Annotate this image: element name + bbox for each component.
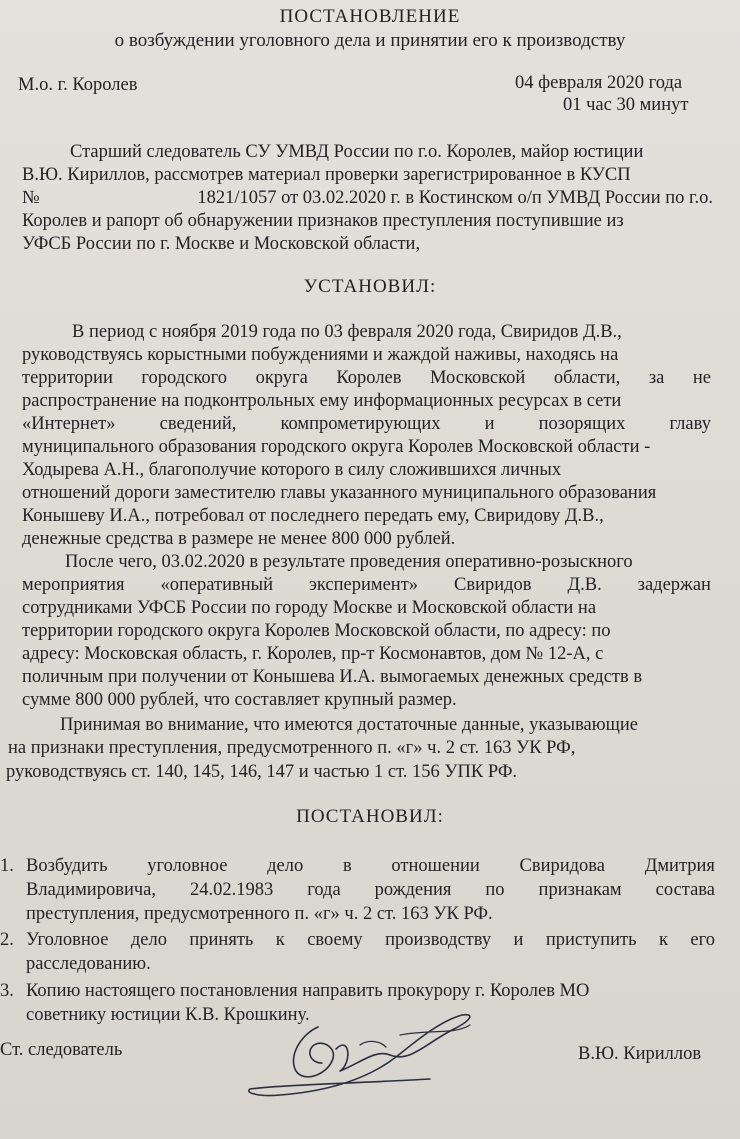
word: 1821/1057 от 03.02.2020 г. в Костинском о/п УМВД России по г.о. [197, 188, 713, 208]
text-line: Королев и рапорт об обнаружении признаков преступления поступившие из [22, 211, 624, 231]
word: к [658, 930, 668, 950]
text-line: преступления, предусмотренного п. «г» ч. 2 ст. 163 УК РФ. [26, 904, 493, 924]
word: Возбудить [26, 856, 108, 876]
word: уголовное [147, 856, 228, 876]
text-line: денежные средства в размере не менее 800 000 рублей. [22, 529, 456, 549]
word: эксперимент» [308, 575, 419, 595]
word: его [690, 930, 715, 950]
text-line: на признаки преступления, предусмотренного п. «г» ч. 2 ст. 163 УК РФ, [8, 738, 576, 758]
word: Московской [430, 368, 526, 388]
text-line: Конышеву И.А., потребовал от последнего передать ему, Свиридову Д.В., [22, 506, 604, 526]
document-subtitle: о возбуждении уголовного дела и принятии его к производству [114, 30, 626, 51]
text-line: руководствуясь корыстными побуждениями и жаждой наживы, находясь на [22, 345, 619, 365]
word: 24.02.1983 [189, 880, 274, 900]
section-heading-established: УСТАНОВИЛ: [303, 276, 437, 297]
word: своему [307, 930, 363, 950]
text-line: УФСБ России по г. Москве и Московской области, [22, 234, 421, 254]
word: «Интернет» [22, 414, 116, 434]
text-line: После чего, 03.02.2020 в результате проведения оперативно-розыскного [65, 552, 633, 572]
word: по [485, 880, 505, 900]
text-line: руководствуясь ст. 140, 145, 146, 147 и частью 1 ст. 156 УПК РФ. [6, 762, 518, 782]
text-line: поличным при получении от Конышева И.А. вымогаемых денежных средств в [22, 667, 643, 687]
text-line: отношений дороги заместителю главы указанного муниципального образования [22, 483, 657, 503]
text-line: советнику юстиции К.В. Крошкину. [26, 1005, 310, 1025]
text-line: сумме 800 000 рублей, что составляет крупный размер. [22, 690, 457, 710]
word: не [692, 368, 711, 388]
word: рождения [374, 880, 452, 900]
word: приступить [545, 930, 637, 950]
time: 01 час 30 минут [563, 95, 689, 115]
word: позорящих [538, 414, 626, 434]
word: главу [669, 414, 711, 434]
section-heading-resolved: ПОСТАНОВИЛ: [296, 806, 444, 827]
word: года [307, 880, 341, 900]
word: компрометирующих [280, 414, 441, 434]
word: и [513, 930, 524, 950]
text-line [26, 929, 715, 951]
text-line [22, 413, 711, 435]
word: Д.В. [567, 575, 602, 595]
text-line [22, 574, 711, 596]
text-line: Принимая во внимание, что имеются достаточные данные, указывающие [60, 715, 638, 735]
text-line [22, 367, 711, 389]
date: 04 февраля 2020 года [515, 73, 683, 93]
resolution-number: 2. [0, 930, 14, 950]
word: дело [267, 856, 304, 876]
text-line: Старший следователь СУ УМВД России по г.о. Королев, майор юстиции [70, 142, 644, 162]
word: состава [655, 880, 715, 900]
word: принять [189, 930, 254, 950]
text-line: Копию настоящего постановления направить прокурору г. Королев МО [26, 981, 590, 1001]
text-line: распространение на подконтрольных ему информационных ресурсах в сети [22, 391, 622, 411]
word: сведений, [159, 414, 237, 434]
text-line: расследованию. [26, 954, 151, 974]
word: мероприятия [22, 575, 125, 595]
signer-name: В.Ю. Кириллов [578, 1044, 702, 1064]
resolution-number: 1. [0, 856, 14, 876]
word: Свиридов [454, 575, 532, 595]
text-line: территории городского округа Королев Московской области, по адресу: по [22, 621, 611, 641]
word: городского [141, 368, 228, 388]
resolution-number: 3. [0, 981, 14, 1001]
word: к [275, 930, 285, 950]
place: М.о. г. Королев [18, 75, 138, 95]
word: Дмитрия [644, 856, 715, 876]
word: дело [130, 930, 167, 950]
text-line: сотрудниками УФСБ России по городу Москве и Московской области на [22, 598, 597, 618]
word: округа [255, 368, 308, 388]
signature-image [240, 1005, 500, 1100]
document-title: ПОСТАНОВЛЕНИЕ [279, 6, 461, 27]
word: производству [385, 930, 492, 950]
text-line: адресу: Московская область, г. Королев, пр-т Космонавтов, дом № 12-А, с [22, 644, 604, 664]
word: территории [22, 368, 113, 388]
word: за [648, 368, 665, 388]
word: Владимировича, [26, 880, 156, 900]
word: задержан [637, 575, 711, 595]
word: № [22, 188, 40, 208]
word: в [342, 856, 352, 876]
word: области, [553, 368, 621, 388]
word: и [484, 414, 495, 434]
word: «оперативный [160, 575, 273, 595]
text-line [26, 879, 715, 901]
text-line [26, 855, 715, 877]
word: Уголовное [26, 930, 109, 950]
word: Свиридова [519, 856, 606, 876]
word: признакам [538, 880, 622, 900]
text-line: В.Ю. Кириллов, рассмотрев материал проверки зарегистрированное в КУСП [22, 165, 631, 185]
text-line [22, 187, 713, 209]
word: отношении [391, 856, 480, 876]
signer-position: Ст. следователь [0, 1040, 123, 1060]
text-line: В период с ноября 2019 года по 03 февраля 2020 года, Свиридов Д.В., [72, 322, 622, 342]
text-line: Ходырева А.Н., благополучие которого в силу сложившихся личных [22, 460, 562, 480]
text-line: муниципального образования городского округа Королев Московской области - [22, 437, 651, 457]
word: Королев [336, 368, 402, 388]
